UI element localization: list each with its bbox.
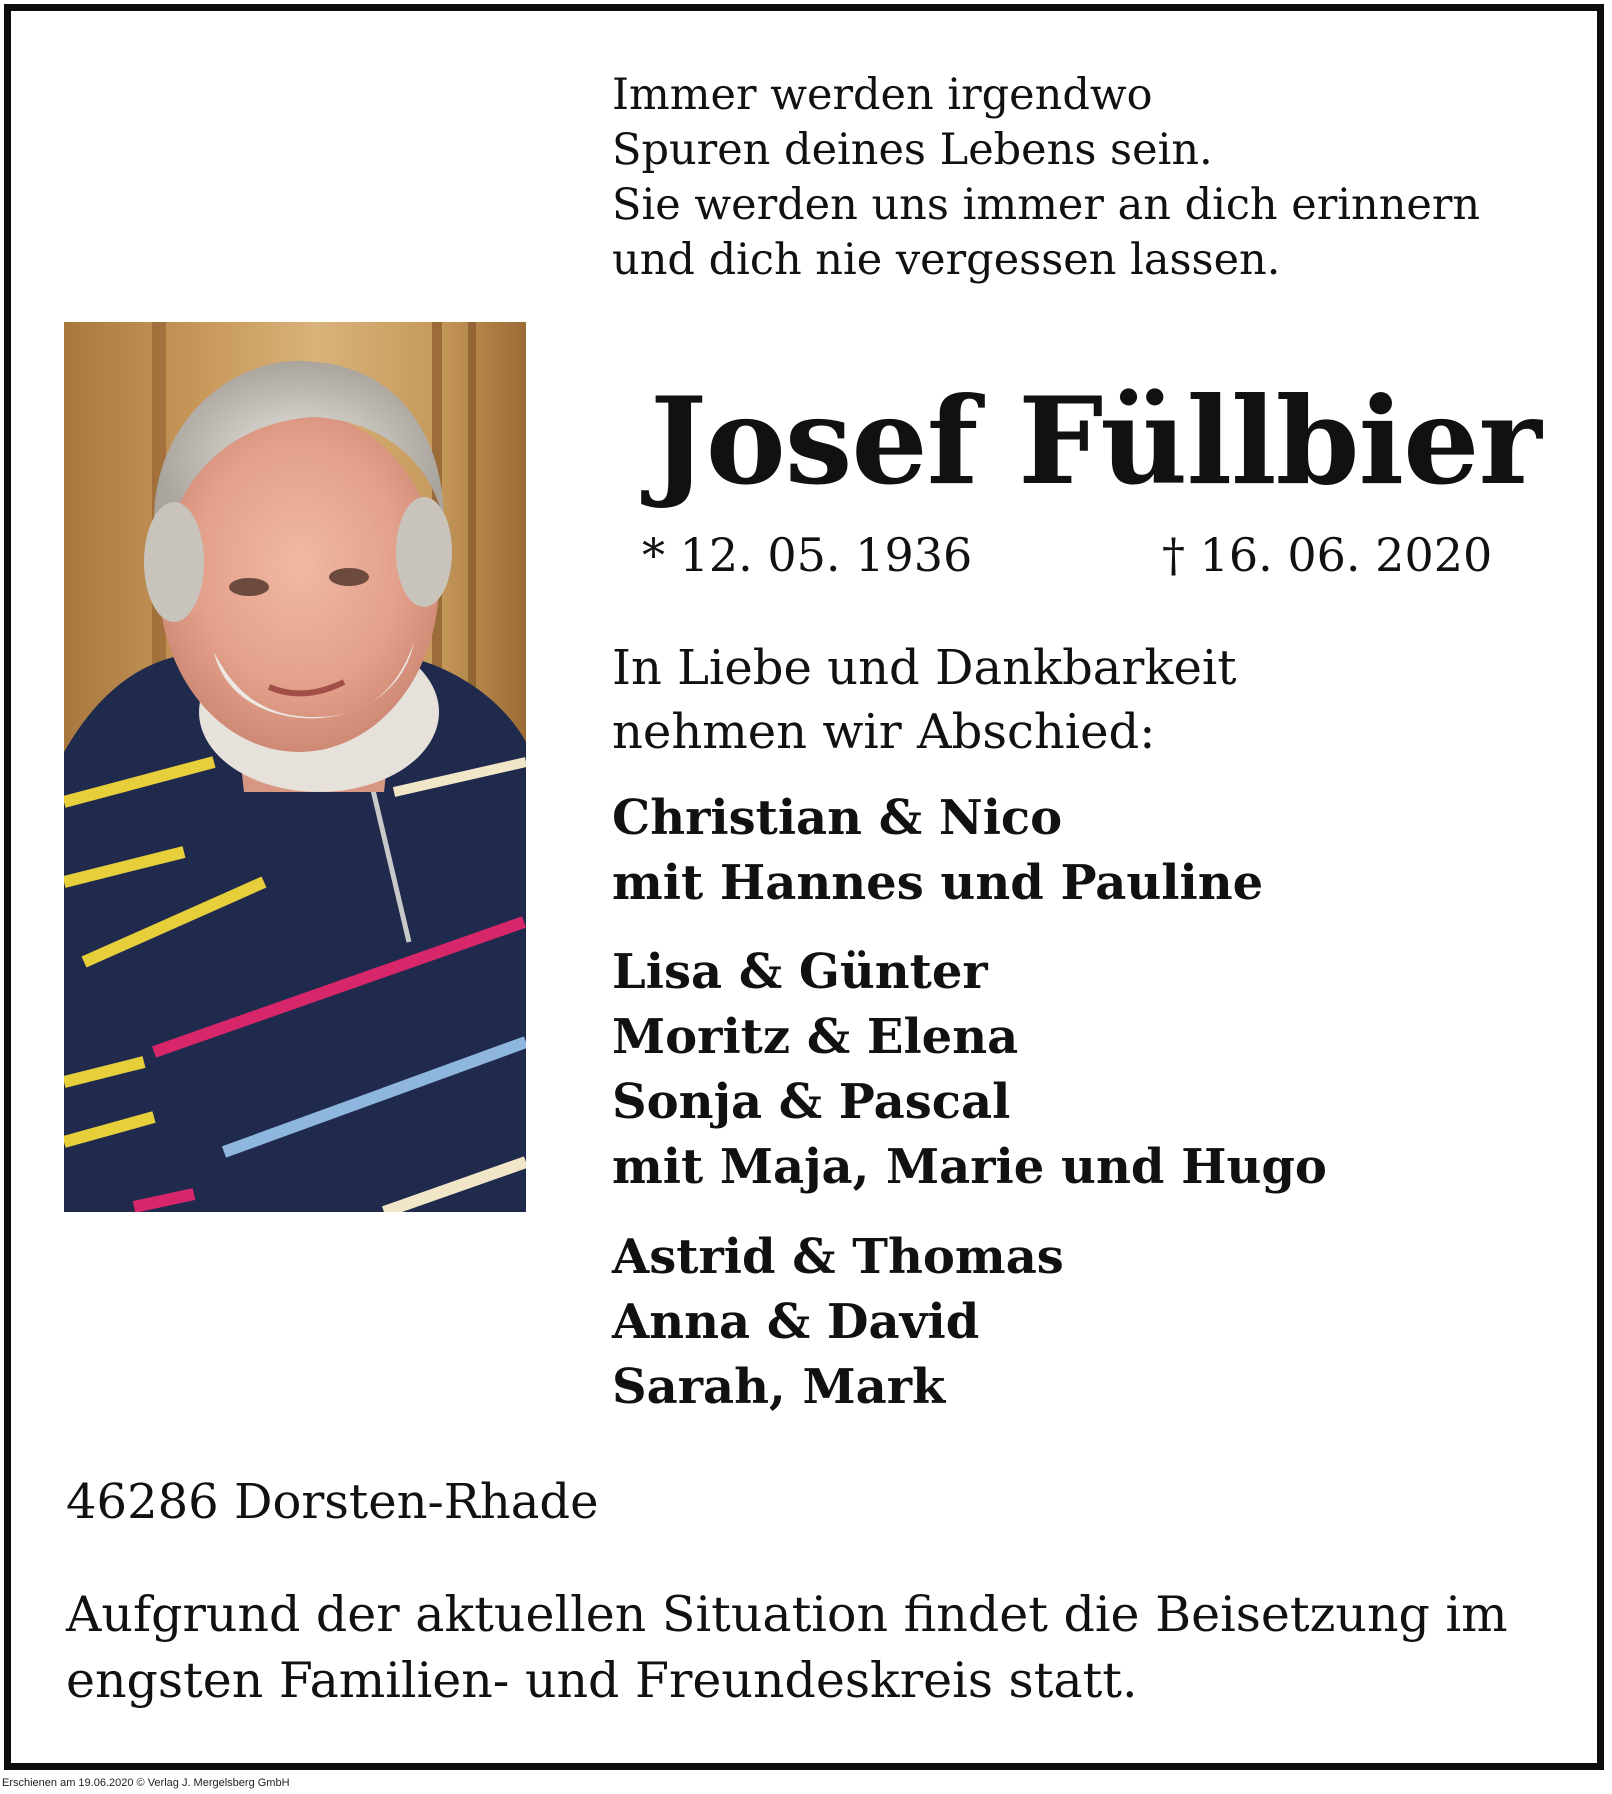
- intro-line: nehmen wir Abschied:: [612, 704, 1156, 760]
- mourner-line: Sarah, Mark: [612, 1359, 946, 1415]
- poem-line: Immer werden irgendwo: [612, 70, 1153, 120]
- death-date: † 16. 06. 2020: [1162, 528, 1493, 582]
- mourner-line: Lisa & Günter: [612, 944, 988, 1000]
- mourner-group: [612, 940, 1327, 1200]
- birth-date: * 12. 05. 1936: [642, 528, 973, 582]
- mourner-line: mit Maja, Marie und Hugo: [612, 1139, 1327, 1195]
- mourner-group: [612, 1225, 1064, 1420]
- notice-line: Aufgrund der aktuellen Situation findet die Beisetzung im: [66, 1586, 1508, 1643]
- poem-line: Spuren deines Lebens sein.: [612, 125, 1213, 175]
- publication-footer: Erschienen am 19.06.2020 © Verlag J. Mergelsberg GmbH: [2, 1777, 290, 1789]
- funeral-notice: [66, 1582, 1508, 1714]
- mourner-line: Sonja & Pascal: [612, 1074, 1011, 1130]
- poem-line: und dich nie vergessen lassen.: [612, 235, 1281, 285]
- mourner-line: Anna & David: [612, 1294, 980, 1350]
- poem-line: Sie werden uns immer an dich erinnern: [612, 180, 1481, 230]
- portrait-photo: [64, 322, 526, 1212]
- notice-line: engsten Familien- und Freundeskreis statt.: [66, 1652, 1138, 1709]
- mourner-line: Moritz & Elena: [612, 1009, 1019, 1065]
- address: 46286 Dorsten-Rhade: [66, 1474, 599, 1530]
- intro-line: In Liebe und Dankbarkeit: [612, 640, 1237, 696]
- mourner-line: Astrid & Thomas: [612, 1229, 1064, 1285]
- mourner-line: Christian & Nico: [612, 790, 1063, 846]
- deceased-name: Josef Füllbier: [650, 371, 1541, 512]
- farewell-intro: [612, 636, 1237, 764]
- mourner-group: [612, 786, 1263, 916]
- poem: [612, 68, 1480, 288]
- mourner-line: mit Hannes und Pauline: [612, 855, 1264, 911]
